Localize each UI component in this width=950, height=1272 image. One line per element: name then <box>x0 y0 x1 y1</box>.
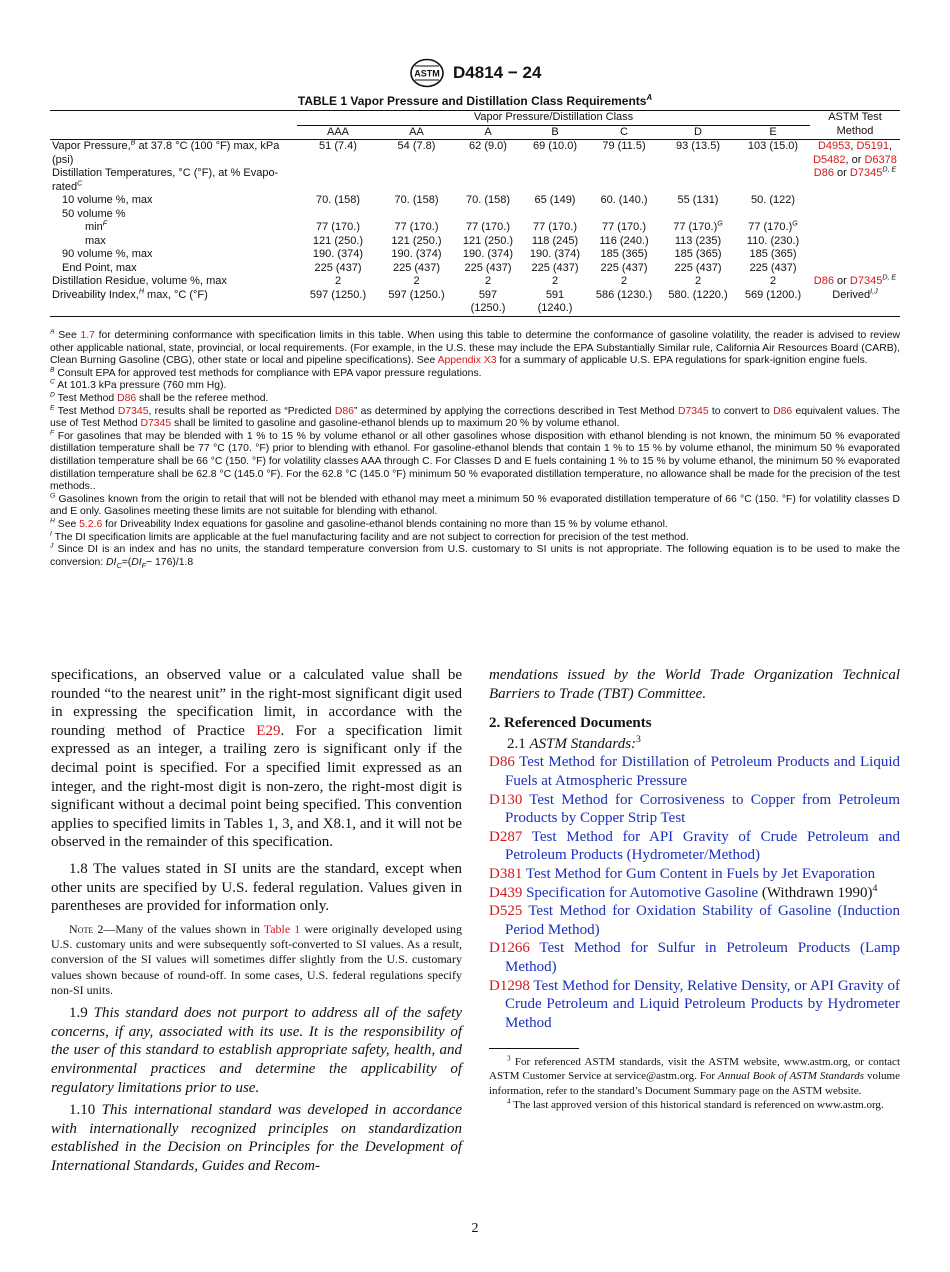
table-row: $\min^F$ 77 (170.) 77 (170.) 77 (170.) 77 (170.) 77 (170.) 77 $(170.)^G$ 77 $(170.)^G$ <box>85 219 798 233</box>
link-d86[interactable]: D86 <box>489 754 515 771</box>
document-header <box>0 58 950 88</box>
subsection-2-1: 2.1 ASTM Standards:$^3$ <box>507 733 641 752</box>
table-row: 90 volume %, max 190. (374) 190. (374) 190. (374) 190. (374) 185 (365) 185 (365) 185 (365) <box>62 248 797 260</box>
reference-item <box>489 753 900 790</box>
table-row: Driveability Index,$^H$ max, °C (°F) 597 (1250.) 597 (1250.) 597 (1250.) 591 (1240.) 586 (1230.) 580. (1220.) 569 (1200.) Derived$^{I,J}$ <box>50 289 900 317</box>
link-d7345[interactable]: D7345 <box>140 418 172 430</box>
reference-item <box>489 977 900 1033</box>
footnote-f: $^F$ For gasolines that may be blended with 1 % to 15 % by volume ethanol or all other gasolines whose disposition with ethanol blending is not known, the minimum 50 % evaporated distillation temperature shall be 77 °C (170. °F) prior to blending with ethanol. For gasoline-ethanol blends that contain 1 % to 15 % by volume ethanol, the minimum 50 % evaporated distillation temperature shall be 66 °C (150. °F) for volatility classes AAA through C. For Classes D and E fuels containing 1 % to 15 % by volume ethanol, the minimum 50 % evaporated distillation temperature shall be 62.8 °C (145.0 °F). For the 62.8 °C (145.0 °F) minimum 50 % evaporated distillation temperature, no allowance shall be made for the precision of the test methods.. <box>50 429 900 493</box>
link-d86[interactable]: D86 <box>813 167 834 179</box>
link-1-7[interactable]: 1.7 <box>80 330 95 341</box>
requirements-table <box>50 110 900 317</box>
section-heading: 2. Referenced Documents <box>489 715 652 732</box>
link-d7345[interactable]: D7345 <box>849 167 883 179</box>
footnote-b: $^B$ Consult EPA for approved test methods for compliance with EPA vapor pressure regulations. <box>50 366 482 379</box>
link-d287[interactable]: D287 <box>489 828 523 845</box>
paragraph-1-9: 1.9 This standard does not purport to address all of the safety concerns, if any, associated with its use. It is the responsibility of the user of this standard to establish appropriate safety, health, and environmental practices and determine the applicability of regulatory limitations prior to use. <box>51 1005 463 1096</box>
link-d1298[interactable]: D1298 <box>489 977 530 994</box>
note-2: Note 2—Many of the values shown in Table 1 were originally developed using U.S. customary units and were subsequently soft-converted to SI values. As a result, conversion of the SI values will sometimes differ slightly from the U.S. customary values shown because of round-off. In some cases, U.S. federal regulations specify non-SI units. <box>51 921 462 997</box>
class-header: E <box>736 125 810 140</box>
link-d130-title[interactable]: Test Method for Corrosiveness to Copper from Petroleum Products by Copper Strip Test <box>505 791 900 827</box>
class-header: D <box>660 125 736 140</box>
page-number: 2 <box>471 1221 479 1236</box>
link-d381-title[interactable]: Test Method for Gum Content in Fuels by Jet Evaporation <box>525 865 876 882</box>
link-d5191[interactable]: D5191 <box>856 140 889 152</box>
link-d1298-title[interactable]: Test Method for Density, Relative Density, or API Gravity of Crude Petroleum and Liquid Petroleum Products by Hydrometer Method <box>505 977 900 1031</box>
footnote-j: $^J$ Since DI is an index and has no units, the standard temperature conversion from U.S. customary to SI units is not appropriate. The following equation is to be used to make the conversion: $DI_C=(DI_F- 176)/1.8$ <box>50 542 901 570</box>
link-d381[interactable]: D381 <box>489 865 523 882</box>
link-d86[interactable]: D86 <box>334 405 354 417</box>
paragraph-1-8: 1.8 The values stated in SI units are the standard, except when other units are specified by U.S. federal regulation. Values given in parentheses are provided for information only. <box>51 860 462 915</box>
link-d439-title[interactable]: Specification for Automotive Gasoline <box>526 884 759 901</box>
link-d7345[interactable]: D7345 <box>677 405 709 417</box>
footnote-3: $^3$ For referenced ASTM standards, visit the ASTM website, www.astm.org, or contact ASTM Customer Service at service@astm.org. For Annual Book of ASTM Standards volume information, refer to the standard’s Document Summary page on the ASTM website. <box>489 1054 900 1097</box>
class-group-header: Vapor Pressure/Distillation Class <box>297 111 810 126</box>
reference-item <box>489 939 900 976</box>
right-column <box>489 666 900 1112</box>
link-e29[interactable]: E29 <box>256 722 281 739</box>
reference-item <box>489 865 900 884</box>
astm-logo-icon <box>409 58 445 88</box>
footnote-g: $^G$ Gasolines known from the origin to retail that will not be blended with ethanol may meet a minimum 50 % evaporated distillation temperature of 66 °C (150. °F) for volatility classes D and E only. Gasolines meeting these limits are not suitable for blending with ethanol. <box>50 492 901 518</box>
link-d287-title[interactable]: Test Method for API Gravity of Crude Petroleum and Petroleum Products (Hydrometer/Method) <box>505 828 900 864</box>
row-label: Vapor Pressure,$^B$ at 37.8 °C (100 °F) max, kPa (psi) <box>52 138 280 166</box>
paragraph: specifications, an observed value or a calculated value shall be rounded “to the nearest unit” in the right-most significant digit used in expressing the specification limit, in accordance with the rounding method of Practice E29. For a specification limit expressed as an integer, a trailing zero is significant only if the decimal point is specified. For a specified limit expressed as an integer, and the right-most digit is non-zero, the right-most digit is significant without a decimal point being specified. This convention applies to specified limits in Tables 1, 3, and X8.1, and it will not be observed in the remainder of this specification. <box>51 667 462 851</box>
table-row: End Point, max 225 (437) 225 (437) 225 (437) 225 (437) 225 (437) 225 (437) 225 (437) <box>62 261 797 274</box>
reference-item: D439 Specification for Automotive Gasoline (Withdrawn 1990)$^4$ <box>489 882 878 901</box>
link-d7345[interactable]: D7345 <box>849 275 883 287</box>
paragraph-1-10: 1.10 This international standard was developed in accordance with internationally recognized principles on standardization established in the Decision on Principles for the Development of International Standards, Guides and Recom- <box>51 1102 463 1174</box>
footnote-a: $^A$ See 1.7 for determining conformance with specification limits in this table. When using this table to determine the conformance of gasoline volatility, the reader is advised to review other applicable national, state, provincial, or local requirements. (For example, in the U.S. these may include the EPA Substantially Similar rule, California Air Resources Board (CARB), Clean Burning Gasoline (CBG), other state or local and pipeline specifications). See Appendix X3 for a summary of applicable U.S. EPA regulations for spark-ignition engine fuels. <box>50 328 901 367</box>
link-d86[interactable]: D86 <box>117 392 137 404</box>
class-header: B <box>522 125 588 140</box>
link-d525-title[interactable]: Test Method for Oxidation Stability of Gasoline (Induction Period Method) <box>505 903 900 938</box>
class-header: AAA <box>297 125 379 140</box>
link-d6378[interactable]: D6378 <box>864 153 897 166</box>
class-header: AA <box>379 125 454 140</box>
table-row: Distillation Temperatures, °C (°F), at % Evapo- rated$^C$ D86 or $D7345^{D, E}$ <box>52 165 897 193</box>
link-d1266-title[interactable]: Test Method for Sulfur in Petroleum Products (Lamp Method) <box>505 940 900 975</box>
link-d86[interactable]: D86 <box>773 405 793 417</box>
method-header: Method <box>810 125 900 140</box>
footnote-d: $^D$ Test Method D86 shall be the referee method. <box>50 391 269 404</box>
link-5-2-6[interactable]: 5.2.6 <box>79 518 103 530</box>
footnote-4: $^4$ The last approved version of this historical standard is referenced on www.astm.org. <box>507 1097 884 1111</box>
table-footnotes <box>50 330 900 572</box>
footnote-c: $^C$ At 101.3 kPa pressure (760 mm Hg). <box>50 378 227 392</box>
table-row: Distillation Residue, volume %, max 2 2 2 2 2 2 2 D86 or $D7345^{D, E}$ <box>52 273 897 287</box>
link-d5482[interactable]: D5482 <box>813 153 846 166</box>
footnote-divider <box>489 1048 579 1049</box>
footnote-h: $^H$ See 5.2.6 for Driveability Index equations for gasoline and gasoline-ethanol blends containing no more than 15 % by volume ethanol. <box>50 517 668 530</box>
class-header: C <box>588 125 660 140</box>
link-d86[interactable]: D86 <box>813 275 834 287</box>
designation: D4814 − 24 <box>453 63 542 82</box>
class-header: A <box>454 125 522 140</box>
footnote-e: $^E$ Test Method D7345, results shall be reported as “Predicted D86” as determined by applying the corrections described in Test Method D7345 to convert to D86 equivalent values. The use of Test Method D7345 shall be limited to gasoline and gasoline-ethanol blends up to maximum 20 % by volume ethanol. <box>50 404 901 430</box>
svg-text:ASTM: ASTM <box>413 68 440 79</box>
link-d86-title[interactable]: Test Method for Distillation of Petroleum Products and Liquid Fuels at Atmospheric Pressure <box>505 754 900 789</box>
reference-item <box>489 902 900 939</box>
link-table-1[interactable]: Table 1 <box>263 921 301 936</box>
method-header: ASTM Test <box>810 111 900 126</box>
link-d7345[interactable]: D7345 <box>117 405 149 417</box>
reference-item <box>489 828 900 865</box>
link-d525[interactable]: D525 <box>489 903 523 920</box>
link-d1266[interactable]: D1266 <box>489 940 530 957</box>
link-d4953[interactable]: D4953 <box>817 140 851 152</box>
link-appendix-x3[interactable]: Appendix X3 <box>437 355 497 367</box>
table-row: Vapor Pressure,$^B$ at 37.8 °C (100 °F) max, kPa (psi) 51 (7.4) 54 (7.8) 62 (9.0) 69 (10.0) 79 (11.5) 93 (13.5) 103 (15.0) D4953, D5191, D5482, or D6378 <box>52 138 897 166</box>
reference-list <box>489 753 900 1032</box>
table-title: TABLE 1 Vapor Pressure and Distillation Class Requirements$^A$ <box>297 93 653 108</box>
link-d130[interactable]: D130 <box>489 791 523 808</box>
table-row: 50 volume % <box>62 207 126 220</box>
link-d439[interactable]: D439 <box>489 884 523 901</box>
footnote-i: $^I$ The DI specification limits are applicable at the fuel manufacturing facility and are not subject to correction for precision of the test method. <box>50 530 689 543</box>
table-row: 10 volume %, max 70. (158) 70. (158) 70. (158) 65 (149) 60. (140.) 55 (131) 50. (122) <box>62 194 796 206</box>
reference-item <box>489 791 900 828</box>
paragraph-continued: mendations issued by the World Trade Organization Technical Barriers to Trade (TBT) Committee. <box>489 667 900 702</box>
table-row: max 121 (250.) 121 (250.) 121 (250.) 118 (245) 116 (240.) 113 (235) 110. (230.) <box>85 234 800 247</box>
left-column <box>51 666 462 1176</box>
